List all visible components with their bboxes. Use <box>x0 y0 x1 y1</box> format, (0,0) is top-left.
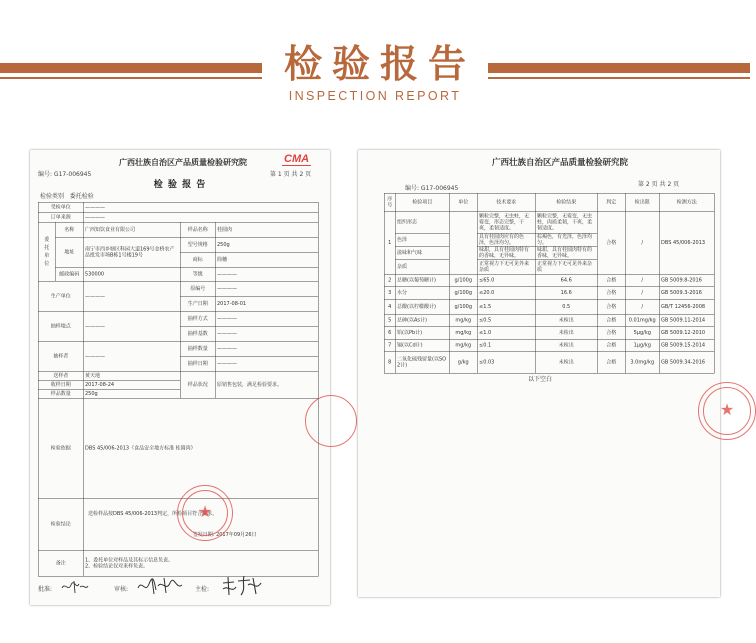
client-label: 委托单位 <box>44 236 50 267</box>
row-no: 4 <box>384 299 395 314</box>
edge-seal <box>698 382 756 440</box>
row-result: 味甜，具有桂圆肉特有的香味，无异味。 <box>535 246 597 259</box>
row-item: 组织形态 <box>395 211 449 233</box>
row-requirement: 正常视力下无可见外来杂质 <box>477 259 535 274</box>
inspected-unit-value: ———— <box>83 202 318 212</box>
row-no: 5 <box>384 314 395 326</box>
institute-name: 广西壮族自治区产品质量检验研究院 <box>491 158 628 168</box>
row-judgement: 合格 <box>597 299 625 314</box>
row-limit: 0.01mg/kg <box>625 314 659 326</box>
header-limit: 检出限 <box>625 193 659 211</box>
receive-date-label: 收样日期 <box>38 380 83 389</box>
remark-line: 1、委托单位对样品及其标示信息负责。 <box>85 557 174 563</box>
row-requirement: 颗粒完整，无虫蛀，无霉变，形态完整，干爽，柔韧适度。 <box>477 211 535 233</box>
sampling-place-value: ———— <box>83 311 180 341</box>
sampling-method-value: ———— <box>215 311 318 326</box>
remark-line: 2、检验结论仅对来样负责。 <box>85 563 149 569</box>
brand-value: 简穗 <box>215 252 318 267</box>
row-item: 滋味和气味 <box>395 246 449 259</box>
table-row <box>384 339 714 351</box>
header-result: 检验结果 <box>535 193 597 211</box>
row-method: GB/T 12456-2008 <box>659 299 714 314</box>
page-info: 第 2 页 共 2 页 <box>638 181 680 188</box>
cma-logo: CMA <box>284 153 310 165</box>
row-method: GB 5009.15-2014 <box>659 339 714 351</box>
remarks-cell <box>83 550 318 576</box>
sampling-date-value: ———— <box>215 356 318 371</box>
sample-quantity-label: 样品数量 <box>38 389 83 398</box>
sample-quantity-value: 250g <box>83 389 180 398</box>
table-row <box>384 286 714 299</box>
inspector-label: 主检: <box>195 586 210 593</box>
model-label: 型号规格 <box>180 237 215 252</box>
table-row <box>384 326 714 339</box>
row-item: 二氧化硫残留量(以SO2计) <box>395 351 449 373</box>
client-zip-label: 邮政编码 <box>55 267 83 281</box>
row-no: 6 <box>384 326 395 339</box>
grade-value: ———— <box>215 267 318 281</box>
production-date-value: 2017-08-01 <box>215 296 318 311</box>
basis-value: DBS 45/006-2013《食品安全地方标准 桂圆肉》 <box>83 398 318 498</box>
original-number-label: 原编号 <box>180 281 215 296</box>
client-zip: 530000 <box>83 267 180 281</box>
client-name: 广西知饮食业有限公司 <box>83 222 180 237</box>
document-title: 检 验 报 告 <box>153 180 207 190</box>
results-table <box>384 193 715 374</box>
row-no: 1 <box>384 211 395 274</box>
row-requirement: ≤20.0 <box>477 286 535 299</box>
sampling-quantity-value: ———— <box>215 341 318 356</box>
row-requirement: ≤65.0 <box>477 274 535 286</box>
row-limit: / <box>625 211 659 274</box>
table-row <box>384 274 714 286</box>
seam-seal-fragment <box>345 393 358 451</box>
row-requirement: ≤0.1 <box>477 339 535 351</box>
row-judgement: 合格 <box>597 211 625 274</box>
sampling-base-label: 抽样基数 <box>180 326 215 341</box>
order-source-value: ———— <box>83 212 318 222</box>
order-source-label: 订单来源 <box>38 212 83 222</box>
row-method: GB 5009.3-2016 <box>659 286 714 299</box>
row-result: 未检出 <box>535 351 597 373</box>
row-no: 7 <box>384 339 395 351</box>
seal-star-icon: ★ <box>719 400 735 419</box>
row-method: GB 5009.8-2016 <box>659 274 714 286</box>
row-unit: g/100g <box>449 299 477 314</box>
row-method: DBS 45/006-2013 <box>659 211 714 274</box>
row-result: 未检出 <box>535 314 597 326</box>
row-result: 颗粒完整，无霉变，无虫蛀，肉质柔韧，干爽，柔韧适度。 <box>535 211 597 233</box>
row-requirement: 味甜，具有桂圆肉特有的香味，无异味。 <box>477 246 535 259</box>
header-no: 序号 <box>384 193 395 211</box>
row-judgement: 合格 <box>597 286 625 299</box>
row-method: GB 5009.12-2010 <box>659 326 714 339</box>
row-item: 铅(以Pb计) <box>395 326 449 339</box>
row-item: 总糖(以葡萄糖计) <box>395 274 449 286</box>
sample-name-value: 桂圆肉 <box>215 222 318 237</box>
institute-name: 广西壮族自治区产品质量检验研究院 <box>119 158 247 167</box>
row-item: 镉(以Cd计) <box>395 339 449 351</box>
table-row <box>384 314 714 326</box>
inspection-category-value: 委托检验 <box>69 193 94 200</box>
approver-label: 批准: <box>38 586 53 593</box>
row-no: 3 <box>384 286 395 299</box>
sample-name-label: 样品名称 <box>180 222 215 237</box>
row-limit: 1μg/kg <box>625 339 659 351</box>
row-limit: 5μg/kg <box>625 326 659 339</box>
original-number-value: ———— <box>215 281 318 296</box>
sampling-date-label: 抽样日期 <box>180 356 215 371</box>
receive-date-value: 2017-08-24 <box>83 380 180 389</box>
inspection-category-label: 检验类别 <box>40 193 65 200</box>
row-limit: / <box>625 299 659 314</box>
row-requirement: ≤0.03 <box>477 351 535 373</box>
row-limit: 3.0mg/kg <box>625 351 659 373</box>
model-value: 250g <box>215 237 318 252</box>
report-page-1 <box>30 150 330 605</box>
row-judgement: 合格 <box>597 339 625 351</box>
client-label-cell <box>38 222 55 281</box>
row-requirement: ≤0.5 <box>477 314 535 326</box>
row-limit: / <box>625 286 659 299</box>
row-unit: mg/kg <box>449 314 477 326</box>
producer-label: 生产单位 <box>38 281 83 311</box>
sampler-value: ———— <box>83 341 180 371</box>
reviewer-label: 审核: <box>114 586 129 593</box>
report-page-2 <box>358 150 735 597</box>
row-result: 16.6 <box>535 286 597 299</box>
page-subtitle: INSPECTION REPORT <box>288 89 462 103</box>
row-requirement: 具有桂圆肉应有的色泽，色泽均匀。 <box>477 233 535 246</box>
producer-value: ———— <box>83 281 180 311</box>
reviewer-signature <box>136 576 184 596</box>
row-result: 64.6 <box>535 274 597 286</box>
remarks-label: 备注 <box>38 550 83 576</box>
client-name-label: 名称 <box>55 222 83 237</box>
issue-date: 签发日期: 2017年09月26日 <box>192 531 257 538</box>
sampling-quantity-label: 抽样数量 <box>180 341 215 356</box>
basis-label: 检验依据 <box>38 398 83 498</box>
page-info: 第 1 页 共 2 页 <box>270 171 312 178</box>
header-requirement: 技术要求 <box>477 193 535 211</box>
approver-signature <box>60 578 90 596</box>
row-result: 棕褐色，有光泽，色泽均匀。 <box>535 233 597 246</box>
seal-star-icon: ★ <box>197 502 213 521</box>
client-address: 南宁市西乡塘区科园大道169号金桥农产品批发市场B栋1号楼19号 <box>83 237 180 267</box>
report-number: 编号: G17-006945 <box>38 171 92 178</box>
inspector-signature <box>220 575 264 597</box>
row-unit <box>449 211 477 274</box>
inspected-unit-label: 受检单位 <box>38 202 83 212</box>
sample-status-label: 样品状况 <box>180 371 215 398</box>
row-no: 8 <box>384 351 395 373</box>
row-judgement: 合格 <box>597 351 625 373</box>
row-unit: g/100g <box>449 286 477 299</box>
grade-label: 等级 <box>180 267 215 281</box>
row-result: 0.5 <box>535 299 597 314</box>
row-item: 杂质 <box>395 259 449 274</box>
row-method: GB 5009.34-2016 <box>659 351 714 373</box>
row-item: 水分 <box>395 286 449 299</box>
row-item: 总砷(以As计) <box>395 314 449 326</box>
table-row <box>384 299 714 314</box>
row-no: 2 <box>384 274 395 286</box>
row-judgement: 合格 <box>597 274 625 286</box>
report-number: 编号: G17-006945 <box>405 185 459 192</box>
row-result: 未检出 <box>535 326 597 339</box>
inspection-category <box>40 193 94 200</box>
official-seal <box>177 485 233 541</box>
seam-seal <box>305 395 357 447</box>
row-item: 色泽 <box>395 233 449 246</box>
sampling-method-label: 抽样方式 <box>180 311 215 326</box>
row-item: 总酸(以柠檬酸计) <box>395 299 449 314</box>
sampling-place-label: 抽样地点 <box>38 311 83 341</box>
sample-status-value: 原销售包装，满足检验要求。 <box>215 371 318 398</box>
client-address-label: 地址 <box>55 237 83 267</box>
row-method: GB 5009.11-2014 <box>659 314 714 326</box>
header-item: 检验项目 <box>395 193 449 211</box>
header-unit: 单位 <box>449 193 477 211</box>
row-limit: / <box>625 274 659 286</box>
header-method: 检测方法 <box>659 193 714 211</box>
row-result: 未检出 <box>535 339 597 351</box>
conclusion-label: 检验结论 <box>38 498 83 550</box>
row-judgement: 合格 <box>597 314 625 326</box>
table-row <box>384 351 714 373</box>
sampling-base-value: ———— <box>215 326 318 341</box>
blank-note: 以下空白 <box>528 376 553 383</box>
results-table-wrapper <box>384 193 714 374</box>
row-result: 正常视力下无可见外来杂质 <box>535 259 597 274</box>
row-requirement: ≤1.0 <box>477 326 535 339</box>
brand-label: 商标 <box>180 252 215 267</box>
row-unit: g/kg <box>449 351 477 373</box>
page-title: 检验报告 <box>283 42 476 86</box>
row-judgement: 合格 <box>597 326 625 339</box>
row-requirement: ≤1.5 <box>477 299 535 314</box>
sampler-label: 抽样者 <box>38 341 83 371</box>
row-unit: mg/kg <box>449 326 477 339</box>
row-unit: g/100g <box>449 274 477 286</box>
sender-value: 黄天地 <box>83 371 180 380</box>
sender-label: 送样者 <box>38 371 83 380</box>
row-unit: mg/kg <box>449 339 477 351</box>
production-date-label: 生产日期 <box>180 296 215 311</box>
conclusion-text: 送检样品按DBS 45/006-2013判定，所检项目符合要求。 <box>88 510 218 517</box>
header-judgement: 判定 <box>597 193 625 211</box>
